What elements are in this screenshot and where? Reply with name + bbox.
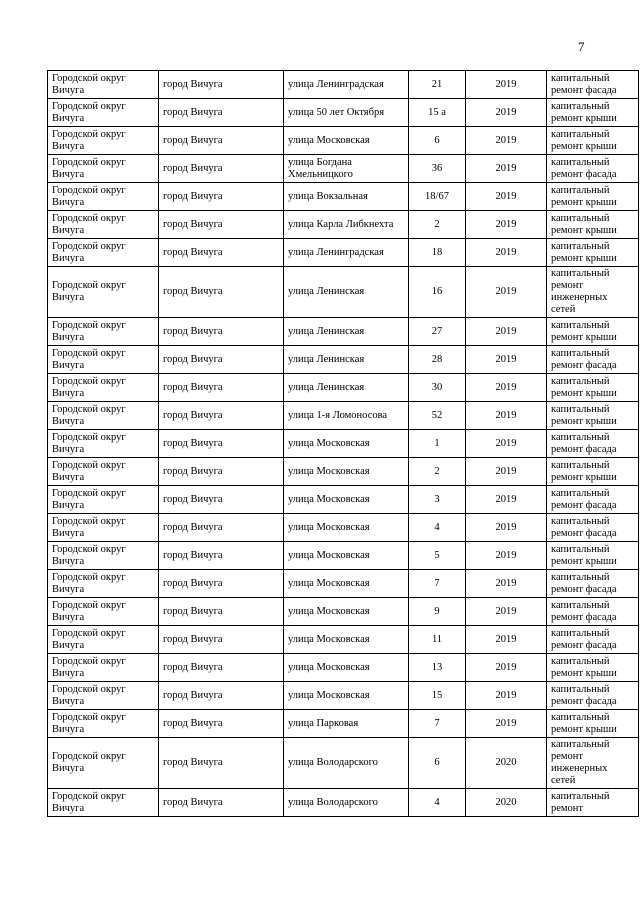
municipality-cell: Городской округ Вичуга bbox=[48, 155, 159, 183]
table-row bbox=[48, 374, 639, 402]
city-cell: город Вичуга bbox=[159, 486, 284, 514]
city-cell: город Вичуга bbox=[159, 430, 284, 458]
table-row bbox=[48, 738, 639, 789]
municipality-cell: Городской округ Вичуга bbox=[48, 267, 159, 318]
year-cell: 2019 bbox=[466, 239, 547, 267]
street-cell: улица Московская bbox=[284, 458, 409, 486]
city-cell: город Вичуга bbox=[159, 239, 284, 267]
city-cell: город Вичуга bbox=[159, 155, 284, 183]
street-cell: улица 50 лет Октября bbox=[284, 99, 409, 127]
street-cell: улица Московская bbox=[284, 542, 409, 570]
municipality-cell: Городской округ Вичуга bbox=[48, 211, 159, 239]
house-number-cell: 28 bbox=[409, 346, 466, 374]
work-type-cell: капитальный ремонт фасада bbox=[547, 71, 639, 99]
house-number-cell: 1 bbox=[409, 430, 466, 458]
table-row bbox=[48, 458, 639, 486]
year-cell: 2019 bbox=[466, 374, 547, 402]
work-type-cell: капитальный ремонт крыши bbox=[547, 183, 639, 211]
house-number-cell: 3 bbox=[409, 486, 466, 514]
city-cell: город Вичуга bbox=[159, 346, 284, 374]
year-cell: 2019 bbox=[466, 71, 547, 99]
street-cell: улица Московская bbox=[284, 598, 409, 626]
city-cell: город Вичуга bbox=[159, 654, 284, 682]
house-number-cell: 15 bbox=[409, 682, 466, 710]
year-cell: 2019 bbox=[466, 458, 547, 486]
year-cell: 2019 bbox=[466, 570, 547, 598]
year-cell: 2019 bbox=[466, 99, 547, 127]
municipality-cell: Городской округ Вичуга bbox=[48, 598, 159, 626]
year-cell: 2019 bbox=[466, 346, 547, 374]
municipality-cell: Городской округ Вичуга bbox=[48, 239, 159, 267]
house-number-cell: 13 bbox=[409, 654, 466, 682]
city-cell: город Вичуга bbox=[159, 542, 284, 570]
work-type-cell: капитальный ремонт фасада bbox=[547, 598, 639, 626]
street-cell: улица Володарского bbox=[284, 789, 409, 817]
year-cell: 2019 bbox=[466, 514, 547, 542]
house-number-cell: 7 bbox=[409, 710, 466, 738]
house-number-cell: 16 bbox=[409, 267, 466, 318]
year-cell: 2019 bbox=[466, 211, 547, 239]
table-row bbox=[48, 542, 639, 570]
work-type-cell: капитальный ремонт крыши bbox=[547, 211, 639, 239]
street-cell: улица Ленинская bbox=[284, 318, 409, 346]
house-number-cell: 9 bbox=[409, 598, 466, 626]
house-number-cell: 2 bbox=[409, 211, 466, 239]
table-row bbox=[48, 155, 639, 183]
table-row bbox=[48, 654, 639, 682]
work-type-cell: капитальный ремонт фасада bbox=[547, 682, 639, 710]
house-number-cell: 18 bbox=[409, 239, 466, 267]
house-number-cell: 11 bbox=[409, 626, 466, 654]
table-row bbox=[48, 570, 639, 598]
work-type-cell: капитальный ремонт bbox=[547, 789, 639, 817]
work-type-cell: капитальный ремонт фасада bbox=[547, 626, 639, 654]
year-cell: 2019 bbox=[466, 183, 547, 211]
city-cell: город Вичуга bbox=[159, 570, 284, 598]
table-row bbox=[48, 239, 639, 267]
city-cell: город Вичуга bbox=[159, 402, 284, 430]
house-number-cell: 30 bbox=[409, 374, 466, 402]
year-cell: 2019 bbox=[466, 682, 547, 710]
city-cell: город Вичуга bbox=[159, 710, 284, 738]
municipality-cell: Городской округ Вичуга bbox=[48, 346, 159, 374]
house-number-cell: 5 bbox=[409, 542, 466, 570]
year-cell: 2019 bbox=[466, 267, 547, 318]
year-cell: 2019 bbox=[466, 486, 547, 514]
city-cell: город Вичуга bbox=[159, 374, 284, 402]
municipality-cell: Городской округ Вичуга bbox=[48, 402, 159, 430]
work-type-cell: капитальный ремонт крыши bbox=[547, 127, 639, 155]
year-cell: 2020 bbox=[466, 789, 547, 817]
work-type-cell: капитальный ремонт крыши bbox=[547, 458, 639, 486]
year-cell: 2019 bbox=[466, 127, 547, 155]
street-cell: улица Володарского bbox=[284, 738, 409, 789]
street-cell: улица Московская bbox=[284, 430, 409, 458]
street-cell: улица Московская bbox=[284, 626, 409, 654]
municipality-cell: Городской округ Вичуга bbox=[48, 682, 159, 710]
street-cell: улица Московская bbox=[284, 682, 409, 710]
city-cell: город Вичуга bbox=[159, 514, 284, 542]
municipality-cell: Городской округ Вичуга bbox=[48, 738, 159, 789]
work-type-cell: капитальный ремонт крыши bbox=[547, 318, 639, 346]
table-row bbox=[48, 267, 639, 318]
table-row bbox=[48, 318, 639, 346]
street-cell: улица Парковая bbox=[284, 710, 409, 738]
work-type-cell: капитальный ремонт фасада bbox=[547, 570, 639, 598]
house-number-cell: 4 bbox=[409, 789, 466, 817]
year-cell: 2019 bbox=[466, 155, 547, 183]
city-cell: город Вичуга bbox=[159, 267, 284, 318]
year-cell: 2019 bbox=[466, 710, 547, 738]
table-row bbox=[48, 71, 639, 99]
house-number-cell: 27 bbox=[409, 318, 466, 346]
table-row bbox=[48, 486, 639, 514]
year-cell: 2020 bbox=[466, 738, 547, 789]
municipality-cell: Городской округ Вичуга bbox=[48, 514, 159, 542]
work-type-cell: капитальный ремонт фасада bbox=[547, 430, 639, 458]
city-cell: город Вичуга bbox=[159, 458, 284, 486]
year-cell: 2019 bbox=[466, 402, 547, 430]
municipality-cell: Городской округ Вичуга bbox=[48, 71, 159, 99]
municipality-cell: Городской округ Вичуга bbox=[48, 99, 159, 127]
year-cell: 2019 bbox=[466, 598, 547, 626]
street-cell: улица Московская bbox=[284, 514, 409, 542]
table-row bbox=[48, 514, 639, 542]
municipality-cell: Городской округ Вичуга bbox=[48, 542, 159, 570]
city-cell: город Вичуга bbox=[159, 99, 284, 127]
house-number-cell: 52 bbox=[409, 402, 466, 430]
street-cell: улица Ленинская bbox=[284, 346, 409, 374]
table-row bbox=[48, 211, 639, 239]
repair-schedule-table bbox=[47, 70, 639, 817]
year-cell: 2019 bbox=[466, 318, 547, 346]
municipality-cell: Городской округ Вичуга bbox=[48, 458, 159, 486]
municipality-cell: Городской округ Вичуга bbox=[48, 710, 159, 738]
municipality-cell: Городской округ Вичуга bbox=[48, 127, 159, 155]
street-cell: улица Московская bbox=[284, 654, 409, 682]
municipality-cell: Городской округ Вичуга bbox=[48, 374, 159, 402]
street-cell: улица Московская bbox=[284, 570, 409, 598]
street-cell: улица Карла Либкнехта bbox=[284, 211, 409, 239]
work-type-cell: капитальный ремонт крыши bbox=[547, 374, 639, 402]
table-row bbox=[48, 598, 639, 626]
street-cell: улица Ленинская bbox=[284, 267, 409, 318]
city-cell: город Вичуга bbox=[159, 738, 284, 789]
municipality-cell: Городской округ Вичуга bbox=[48, 486, 159, 514]
house-number-cell: 18/67 bbox=[409, 183, 466, 211]
work-type-cell: капитальный ремонт фасада bbox=[547, 514, 639, 542]
page-number: 7 bbox=[578, 39, 585, 54]
year-cell: 2019 bbox=[466, 542, 547, 570]
city-cell: город Вичуга bbox=[159, 598, 284, 626]
work-type-cell: капитальный ремонт крыши bbox=[547, 239, 639, 267]
table-row bbox=[48, 682, 639, 710]
municipality-cell: Городской округ Вичуга bbox=[48, 183, 159, 211]
table-row bbox=[48, 789, 639, 817]
city-cell: город Вичуга bbox=[159, 682, 284, 710]
city-cell: город Вичуга bbox=[159, 318, 284, 346]
street-cell: улица Московская bbox=[284, 486, 409, 514]
city-cell: город Вичуга bbox=[159, 183, 284, 211]
table-row bbox=[48, 183, 639, 211]
table-row bbox=[48, 402, 639, 430]
house-number-cell: 6 bbox=[409, 127, 466, 155]
city-cell: город Вичуга bbox=[159, 211, 284, 239]
work-type-cell: капитальный ремонт инженерных сетей bbox=[547, 267, 639, 318]
city-cell: город Вичуга bbox=[159, 127, 284, 155]
municipality-cell: Городской округ Вичуга bbox=[48, 318, 159, 346]
municipality-cell: Городской округ Вичуга bbox=[48, 654, 159, 682]
table-row bbox=[48, 99, 639, 127]
work-type-cell: капитальный ремонт крыши bbox=[547, 99, 639, 127]
work-type-cell: капитальный ремонт крыши bbox=[547, 710, 639, 738]
house-number-cell: 15 а bbox=[409, 99, 466, 127]
table-body bbox=[48, 71, 639, 817]
street-cell: улица Московская bbox=[284, 127, 409, 155]
street-cell: улица Ленинградская bbox=[284, 239, 409, 267]
year-cell: 2019 bbox=[466, 430, 547, 458]
municipality-cell: Городской округ Вичуга bbox=[48, 789, 159, 817]
table-row bbox=[48, 127, 639, 155]
work-type-cell: капитальный ремонт крыши bbox=[547, 542, 639, 570]
house-number-cell: 2 bbox=[409, 458, 466, 486]
work-type-cell: капитальный ремонт фасада bbox=[547, 155, 639, 183]
work-type-cell: капитальный ремонт фасада bbox=[547, 346, 639, 374]
house-number-cell: 36 bbox=[409, 155, 466, 183]
work-type-cell: капитальный ремонт фасада bbox=[547, 486, 639, 514]
municipality-cell: Городской округ Вичуга bbox=[48, 570, 159, 598]
work-type-cell: капитальный ремонт крыши bbox=[547, 654, 639, 682]
street-cell: улица Ленинская bbox=[284, 374, 409, 402]
city-cell: город Вичуга bbox=[159, 789, 284, 817]
municipality-cell: Городской округ Вичуга bbox=[48, 626, 159, 654]
street-cell: улица 1-я Ломоносова bbox=[284, 402, 409, 430]
street-cell: улица Вокзальная bbox=[284, 183, 409, 211]
table-row bbox=[48, 430, 639, 458]
table-row bbox=[48, 626, 639, 654]
work-type-cell: капитальный ремонт инженерных сетей bbox=[547, 738, 639, 789]
street-cell: улица Ленинградская bbox=[284, 71, 409, 99]
city-cell: город Вичуга bbox=[159, 626, 284, 654]
house-number-cell: 7 bbox=[409, 570, 466, 598]
work-type-cell: капитальный ремонт крыши bbox=[547, 402, 639, 430]
year-cell: 2019 bbox=[466, 626, 547, 654]
year-cell: 2019 bbox=[466, 654, 547, 682]
table-row bbox=[48, 710, 639, 738]
street-cell: улица Богдана Хмельницкого bbox=[284, 155, 409, 183]
house-number-cell: 21 bbox=[409, 71, 466, 99]
city-cell: город Вичуга bbox=[159, 71, 284, 99]
house-number-cell: 6 bbox=[409, 738, 466, 789]
municipality-cell: Городской округ Вичуга bbox=[48, 430, 159, 458]
table-row bbox=[48, 346, 639, 374]
house-number-cell: 4 bbox=[409, 514, 466, 542]
